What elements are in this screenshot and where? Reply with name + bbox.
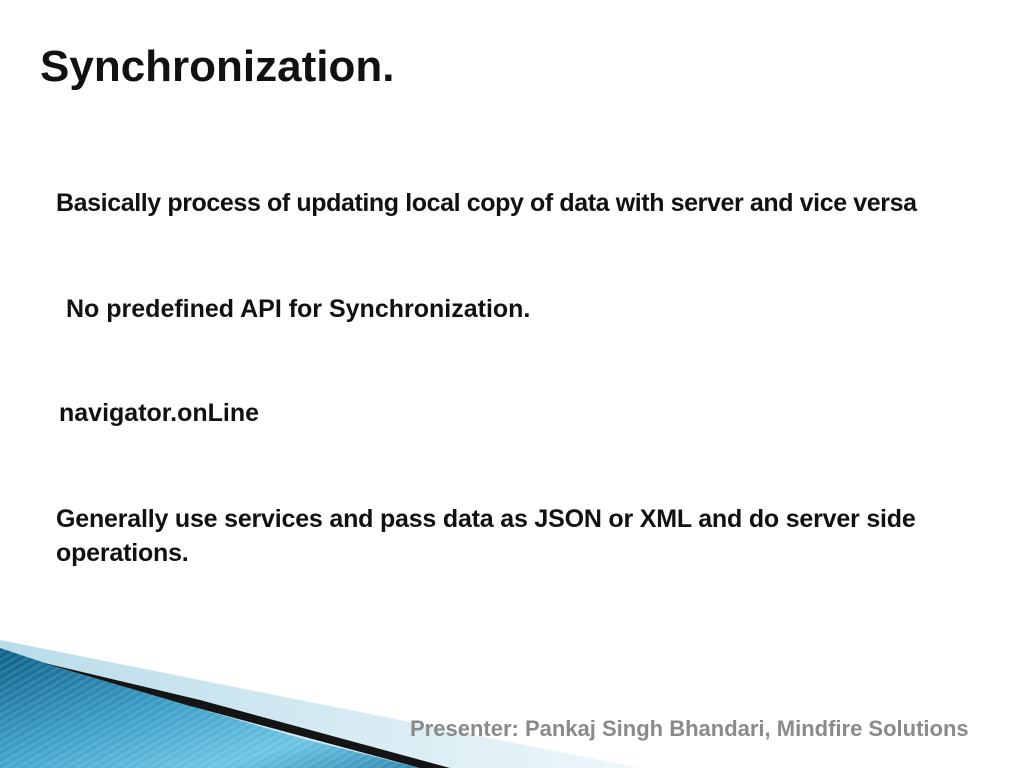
bullet-point-3: navigator.onLine: [59, 399, 260, 427]
bullet-point-4: Generally use services and pass data as JSON or XML and do server side operations.: [56, 505, 916, 567]
bullet-point-2: No predefined API for Synchronization.: [66, 295, 531, 323]
bullet-point-1: Basically process of updating local copy of data with server and vice versa: [56, 189, 917, 217]
slide-title: Synchronization.: [40, 42, 395, 91]
presenter-footer: Presenter: Pankaj Singh Bhandari, Mindfire Solutions: [410, 716, 969, 741]
